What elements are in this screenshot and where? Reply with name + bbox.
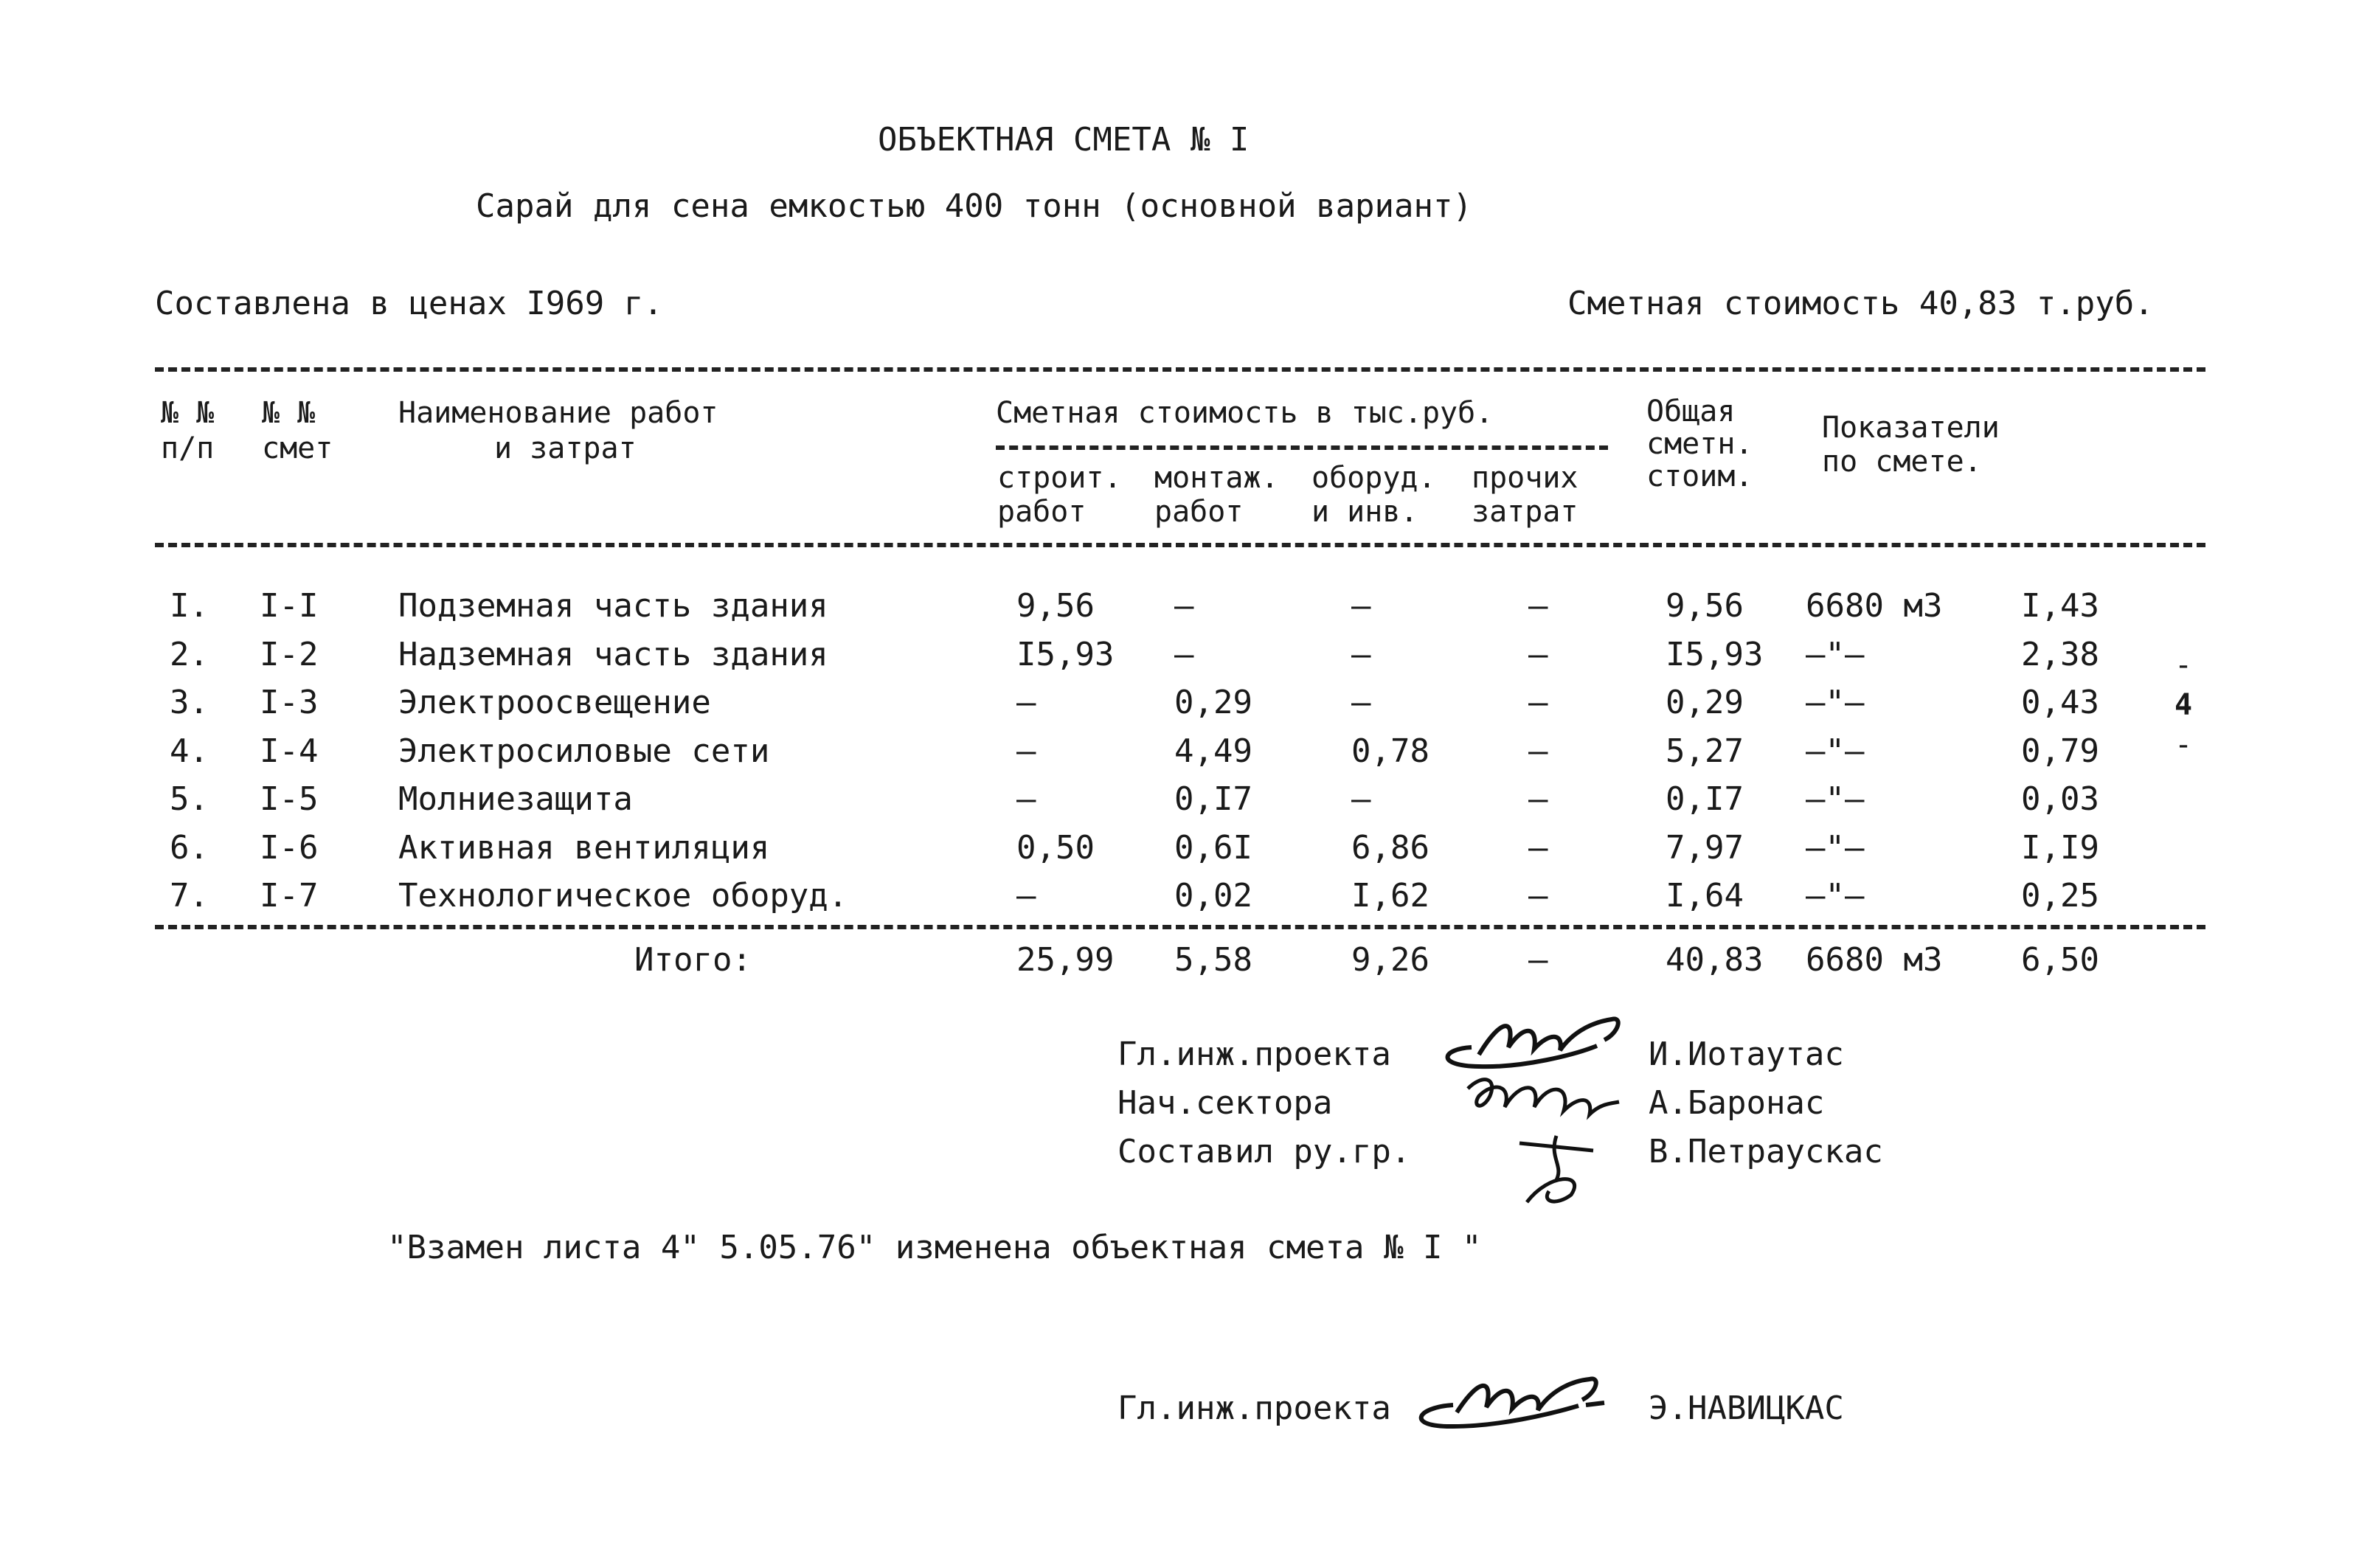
cell-mount: –	[1174, 636, 1194, 673]
document-title: ОБЪЕКТНАЯ СМЕТА № I	[878, 121, 1250, 159]
side-page-stamp: - 4 -	[2174, 648, 2193, 762]
table-top-rule	[155, 367, 2205, 372]
header-cost-group: Сметная стоимость в тыс.руб.	[996, 396, 1494, 430]
cell-mount: 4,49	[1174, 732, 1252, 770]
cell-other: –	[1528, 829, 1548, 867]
cell-name: Технологическое оборуд.	[398, 877, 848, 915]
cell-equip: 6,86	[1351, 829, 1430, 867]
cell-build: I5,93	[1016, 636, 1115, 673]
cell-equip: I,62	[1351, 877, 1430, 915]
header-other: прочих затрат	[1472, 461, 1579, 529]
cell-other: –	[1528, 684, 1548, 721]
cell-total: I5,93	[1666, 636, 1764, 673]
cell-smeta: I-5	[260, 780, 319, 818]
cell-unit: –"–	[1806, 684, 1865, 721]
sig-name-chief: И.Иотаутас	[1649, 1035, 1844, 1073]
cell-smeta: I-3	[260, 684, 319, 721]
sig-name-sector: А.Баронас	[1649, 1084, 1825, 1122]
cell-total: 0,29	[1666, 684, 1744, 721]
total-indicator: 6,50	[2021, 941, 2099, 979]
cell-unit: –"–	[1806, 636, 1865, 673]
cell-no: 5.	[170, 780, 209, 818]
cell-name: Активная вентиляция	[398, 829, 770, 867]
total-top-rule	[155, 925, 2205, 929]
cell-other: –	[1528, 636, 1548, 673]
header-no: № № п/п	[161, 396, 215, 465]
cell-no: 3.	[170, 684, 209, 721]
sig-role-sector: Нач.сектора	[1117, 1084, 1333, 1122]
cell-smeta: I-4	[260, 732, 319, 770]
cell-other: –	[1528, 877, 1548, 915]
cell-build: 0,50	[1016, 829, 1095, 867]
replacement-note: "Взамен листа 4" 5.05.76" изменена объектная смета № I "	[387, 1229, 1482, 1266]
cell-smeta: I-7	[260, 877, 319, 915]
cell-total: 7,97	[1666, 829, 1744, 867]
cell-mount: 0,02	[1174, 877, 1252, 915]
cell-indicator: 0,03	[2021, 780, 2099, 818]
cell-unit: –"–	[1806, 877, 1865, 915]
header-equip: оборуд. и инв.	[1311, 461, 1436, 529]
header-bottom-rule	[155, 543, 2205, 547]
cell-other: –	[1528, 780, 1548, 818]
cell-no: 2.	[170, 636, 209, 673]
cell-other: –	[1528, 587, 1548, 625]
cell-total: 0,I7	[1666, 780, 1744, 818]
cell-no: 4.	[170, 732, 209, 770]
header-total: Общая сметн. стоим.	[1646, 395, 1753, 493]
header-name: Наименование работ и затрат	[398, 396, 718, 465]
header-build: строит. работ	[997, 461, 1122, 529]
cell-build: –	[1016, 732, 1036, 770]
cell-no: I.	[170, 587, 209, 625]
cell-equip: –	[1351, 587, 1371, 625]
cell-other: –	[1528, 732, 1548, 770]
cell-name: Надземная часть здания	[398, 636, 828, 673]
total-total: 40,83	[1666, 941, 1764, 979]
signature-mark	[1401, 1364, 1615, 1438]
cell-mount: 0,6I	[1174, 829, 1252, 867]
cell-no: 6.	[170, 829, 209, 867]
cell-smeta: I-6	[260, 829, 319, 867]
header-smeta: № № смет	[262, 396, 333, 465]
cell-build: 9,56	[1016, 587, 1095, 625]
sig-role-compiler: Составил ру.гр.	[1117, 1133, 1411, 1170]
final-sig-role: Гл.инж.проекта	[1117, 1390, 1391, 1427]
cell-name: Подземная часть здания	[398, 587, 828, 625]
cell-total: 5,27	[1666, 732, 1744, 770]
cell-name: Электросиловые сети	[398, 732, 770, 770]
cell-no: 7.	[170, 877, 209, 915]
cell-mount: 0,29	[1174, 684, 1252, 721]
document-subtitle: Сарай для сена емкостью 400 тонн (основной вариант)	[476, 187, 1473, 225]
cell-indicator: I,I9	[2021, 829, 2099, 867]
total-other: –	[1528, 941, 1548, 979]
cell-indicator: 0,79	[2021, 732, 2099, 770]
total-unit: 6680 м3	[1806, 941, 1943, 979]
sig-role-chief: Гл.инж.проекта	[1117, 1035, 1391, 1073]
cell-equip: 0,78	[1351, 732, 1430, 770]
cost-group-rule	[996, 445, 1608, 450]
total-mount: 5,58	[1174, 941, 1252, 979]
cell-total: I,64	[1666, 877, 1744, 915]
cell-build: –	[1016, 877, 1036, 915]
cell-unit: –"–	[1806, 780, 1865, 818]
cell-unit: –"–	[1806, 732, 1865, 770]
cell-name: Электроосвещение	[398, 684, 711, 721]
cell-indicator: I,43	[2021, 587, 2099, 625]
total-equip: 9,26	[1351, 941, 1430, 979]
cell-equip: –	[1351, 636, 1371, 673]
cell-unit: –"–	[1806, 829, 1865, 867]
cell-equip: –	[1351, 684, 1371, 721]
total-cost-note: Сметная стоимость 40,83 т.руб.	[1567, 285, 2154, 322]
cell-build: –	[1016, 684, 1036, 721]
signature-mark	[1505, 1121, 1615, 1210]
sig-name-compiler: В.Петраускас	[1649, 1133, 1883, 1170]
cell-unit: 6680 м3	[1806, 587, 1943, 625]
cell-build: –	[1016, 780, 1036, 818]
total-label: Итого:	[634, 941, 752, 979]
header-indicators: Показатели по смете.	[1822, 411, 2000, 479]
total-build: 25,99	[1016, 941, 1115, 979]
cell-name: Молниезащита	[398, 780, 633, 818]
cell-equip: –	[1351, 780, 1371, 818]
cell-smeta: I-2	[260, 636, 319, 673]
cell-indicator: 2,38	[2021, 636, 2099, 673]
cell-smeta: I-I	[260, 587, 319, 625]
header-mount: монтаж. работ	[1154, 461, 1279, 529]
cell-indicator: 0,43	[2021, 684, 2099, 721]
cell-mount: –	[1174, 587, 1194, 625]
cell-indicator: 0,25	[2021, 877, 2099, 915]
prices-note: Составлена в ценах I969 г.	[155, 285, 663, 322]
final-sig-name: Э.НАВИЦКАС	[1649, 1390, 1844, 1427]
cell-total: 9,56	[1666, 587, 1744, 625]
cell-mount: 0,I7	[1174, 780, 1252, 818]
